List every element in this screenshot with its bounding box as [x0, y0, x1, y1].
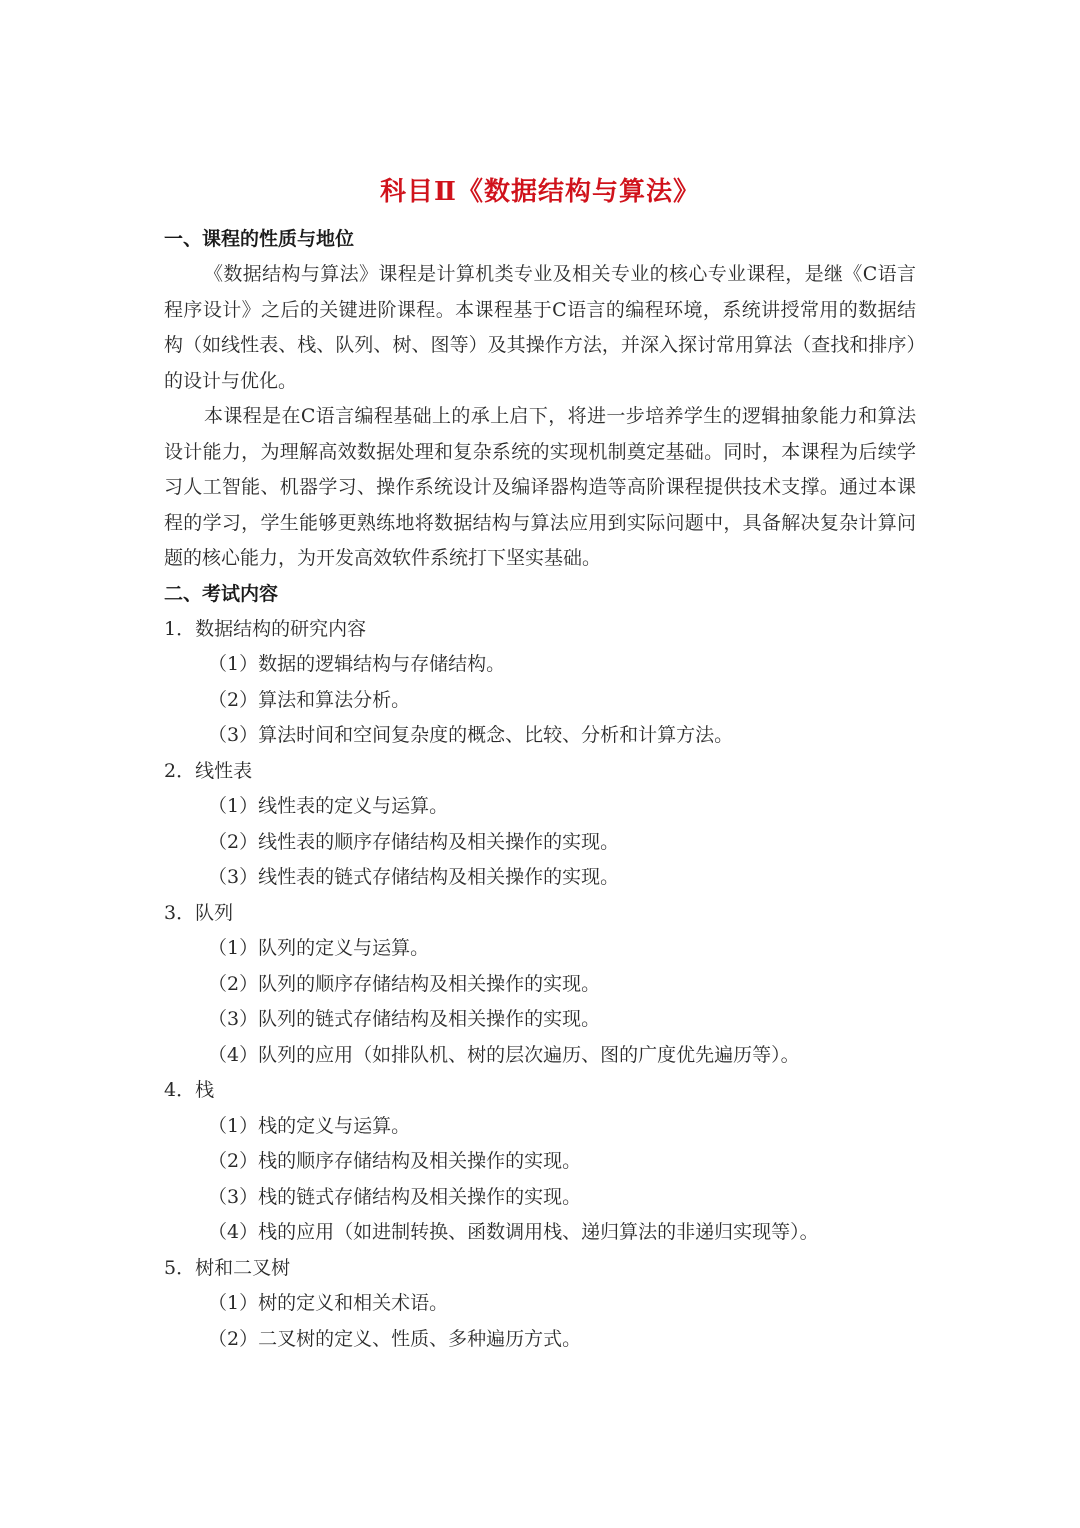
topic-item: （4）队列的应用（如排队机、树的层次遍历、图的广度优先遍历等）。 [208, 1043, 800, 1066]
topic-item: （1）线性表的定义与运算。 [208, 795, 449, 817]
section-heading: 二、考试内容 [164, 582, 279, 605]
topic-item: （1）队列的定义与运算。 [208, 937, 430, 959]
topic-block [164, 896, 916, 1074]
topic-item: （1）栈的定义与运算。 [208, 1114, 411, 1137]
topic-label: 5．树和二叉树 [164, 1256, 291, 1279]
topic-item: （2）算法和算法分析。 [208, 688, 411, 711]
document-page [164, 172, 916, 1357]
section-heading: 一、课程的性质与地位 [164, 228, 355, 250]
topic-block [164, 1251, 916, 1358]
topic-label: 1．数据结构的研究内容 [164, 617, 367, 640]
topic-item: （3）线性表的链式存储结构及相关操作的实现。 [208, 866, 620, 888]
topic-item: （2）队列的顺序存储结构及相关操作的实现。 [208, 972, 601, 995]
topic-item: （3）队列的链式存储结构及相关操作的实现。 [208, 1008, 601, 1030]
section-course-nature [164, 222, 916, 577]
topic-item: （3）栈的链式存储结构及相关操作的实现。 [208, 1185, 582, 1208]
topic-item: （3）算法时间和空间复杂度的概念、比较、分析和计算方法。 [208, 724, 734, 746]
topic-block [164, 612, 916, 754]
topic-item: （1）树的定义和相关术语。 [208, 1292, 449, 1314]
paragraph: 《数据结构与算法》课程是计算机类专业及相关专业的核心专业课程，是继《C语言程序设计》之后的关键进阶课程。本课程基于C语言的编程环境，系统讲授常用的数据结构（如线性表、栈、队列、树、图等）及其操作方法，并深入探讨常用算法（查找和排序）的设计与优化。 [164, 263, 916, 392]
topic-item: （2）线性表的顺序存储结构及相关操作的实现。 [208, 830, 620, 853]
topic-item: （1）数据的逻辑结构与存储结构。 [208, 653, 506, 675]
paragraph: 本课程是在C语言编程基础上的承上启下，将进一步培养学生的逻辑抽象能力和算法设计能力，为理解高效数据处理和复杂系统的实现机制奠定基础。同时，本课程为后续学习人工智能、机器学习、操作系统设计及编译器构造等高阶课程提供技术支撑。通过本课程的学习，学生能够更熟练地将数据结构与算法应用到实际问题中，具备解决复杂计算问题的核心能力，为开发高效软件系统打下坚实基础。 [164, 405, 916, 569]
topic-label: 2．线性表 [164, 759, 253, 782]
topic-label: 4．栈 [164, 1079, 215, 1101]
topic-block [164, 1073, 916, 1251]
topic-label: 3．队列 [164, 901, 234, 924]
topic-item: （2）栈的顺序存储结构及相关操作的实现。 [208, 1150, 582, 1172]
topic-block [164, 754, 916, 896]
section-exam-content [164, 577, 916, 1358]
topic-item: （4）栈的应用（如进制转换、函数调用栈、递归算法的非递归实现等）。 [208, 1221, 819, 1243]
document-title: 科目Ⅱ《数据结构与算法》 [380, 177, 700, 207]
topic-item: （2）二叉树的定义、性质、多种遍历方式。 [208, 1327, 582, 1350]
